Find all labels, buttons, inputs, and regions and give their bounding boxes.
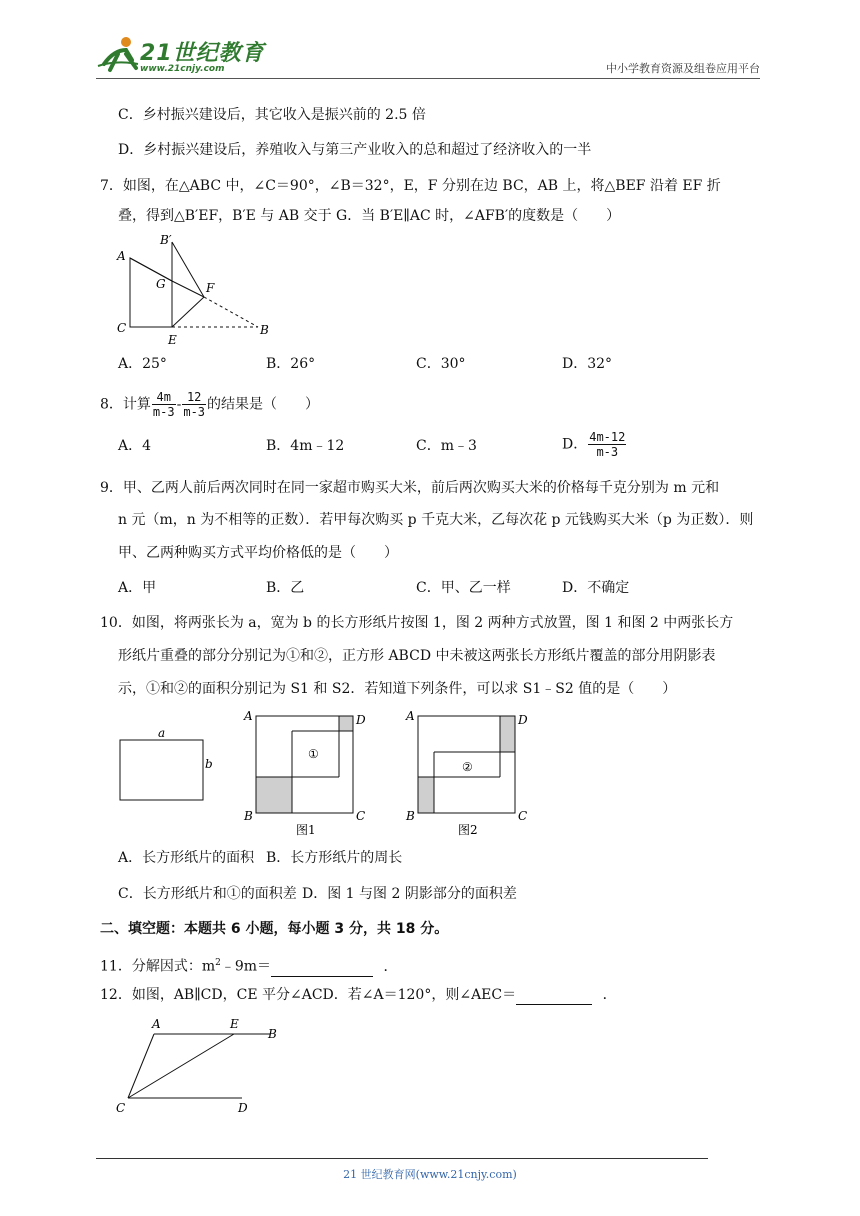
q8-frac2-num: 12: [182, 390, 206, 405]
q10-figures: [110, 706, 540, 840]
q7-option-a: A．25°: [118, 356, 167, 372]
fig12-label-d: D: [238, 1101, 248, 1115]
footer-text: 21 世纪教育网(www.21cnjy.com): [343, 1168, 517, 1181]
q8-option-d-prefix: D．: [562, 436, 588, 453]
q11-answer-blank[interactable]: [271, 960, 373, 977]
q8-optd-den: m-3: [596, 445, 619, 459]
q8-fraction-2: [182, 390, 206, 419]
q11-end: ．: [383, 958, 398, 975]
segment-ac: [128, 1034, 154, 1098]
platform-name: 中小学教育资源及组卷应用平台: [606, 62, 760, 75]
fig1-label-c: C: [356, 809, 366, 823]
triangle-acg: [130, 258, 172, 327]
fig1-caption: 图1: [296, 823, 316, 837]
fig1-label-d: D: [356, 713, 366, 727]
q9-option-b: B．乙: [266, 580, 305, 596]
q12-figure: [112, 1014, 292, 1118]
fig2-shade-right: [500, 716, 515, 752]
q10-line-1: 10．如图，将两张长为 a，宽为 b 的长方形纸片按图 1，图 2 两种方式放置，图 1 和图 2 中两张长方: [100, 615, 734, 631]
q12-answer-blank[interactable]: [516, 988, 592, 1005]
page-header: [96, 34, 760, 78]
q10-option-c: C．长方形纸片和①的面积差: [118, 886, 297, 902]
logo-url: www.21cnjy.com: [140, 64, 225, 74]
q8-frac1-num: 4m: [152, 390, 176, 405]
q7-line-1: 7．如图，在△ABC 中，∠C＝90°，∠B＝32°，E，F 分别在边 BC，AB 上，将△BEF 沿着 EF 折: [100, 178, 721, 194]
fig2-region-two: ②: [462, 760, 473, 774]
q7-line-2: 叠，得到△B′EF，B′E 与 AB 交于 G．当 B′E∥AC 时，∠AFB′的度数是（ ）: [118, 208, 621, 224]
section-2-heading: 二、填空题：本题共 6 小题，每小题 3 分，共 18 分。: [100, 921, 449, 937]
label-f: F: [206, 281, 215, 295]
q12-end: ．: [602, 987, 617, 1003]
fig12-label-b: B: [268, 1027, 277, 1041]
fig2-label-a: A: [406, 709, 415, 723]
q6-option-d: D．乡村振兴建设后，养殖收入与第三产业收入的总和超过了经济收入的一半: [118, 142, 592, 158]
q7-option-d: D．32°: [562, 356, 613, 372]
q8-stem: 8．计算 $\frac{4m}{m-3}$ - $\frac{12}{m-3}$ 的结果是（ ）: [100, 390, 320, 419]
label-b-side: b: [205, 757, 213, 771]
q11-stem: [100, 953, 397, 977]
q11-superscript: 2: [215, 958, 221, 968]
q11-suffix: ﹣9m＝: [220, 958, 272, 975]
q10-line-2: 形纸片重叠的部分分别记为①和②，正方形 ABCD 中未被这两张长方形纸片覆盖的部分用阴影表: [118, 648, 716, 664]
q8-option-a: A．4: [118, 438, 152, 454]
q6-option-c: C．乡村振兴建设后，其它收入是振兴前的 2.5 倍: [118, 107, 426, 123]
fig1-label-a: A: [244, 709, 253, 723]
q12-stem: [100, 985, 617, 1005]
q8-option-d: [562, 430, 627, 459]
q8-prefix: 8．计算: [100, 396, 151, 413]
fig12-label-a: A: [152, 1017, 161, 1031]
q8-option-c: C．m﹣3: [416, 438, 477, 454]
q7-option-c: C．30°: [416, 356, 466, 372]
label-b: B: [260, 323, 269, 337]
fig2-label-b: B: [406, 809, 415, 823]
fig12-label-e: E: [230, 1017, 239, 1031]
fig1-shade-top: [339, 716, 353, 731]
dashed-fb: [204, 297, 258, 327]
header-divider: [96, 78, 760, 79]
q9-option-c: C．甲、乙一样: [416, 580, 511, 596]
segment-ef: [172, 297, 204, 327]
label-a: A: [117, 249, 126, 263]
q9-line-3: 甲、乙两种购买方式平均价格低的是（ ）: [118, 545, 398, 561]
q9-option-a: A．甲: [118, 580, 157, 596]
q9-line-2: n 元（m，n 为不相等的正数）．若甲每次购买 p 千克大米，乙每次花 p 元钱购买大米（p 为正数）．则: [118, 512, 754, 528]
q9-option-d: D．不确定: [562, 580, 630, 596]
q8-option-d-fraction: [588, 430, 626, 459]
rectangle-ab: [120, 740, 203, 800]
q10-option-b: B．长方形纸片的周长: [266, 850, 403, 866]
site-logo: [96, 34, 266, 78]
label-b-prime: B′: [160, 233, 172, 247]
q10-option-a: A．长方形纸片的面积: [118, 850, 255, 866]
label-e: E: [168, 333, 177, 347]
q8-frac1-den: m-3: [152, 405, 175, 419]
segment-ag: [130, 258, 172, 281]
runner-logo-icon: [96, 34, 140, 74]
q10-line-3: 示，①和②的面积分别记为 S1 和 S2．若知道下列条件，可以求 S1﹣S2 值的是（ ）: [118, 681, 677, 697]
q8-suffix: 的结果是（ ）: [207, 396, 320, 413]
segment-ce: [128, 1034, 234, 1098]
q8-frac2-den: m-3: [183, 405, 206, 419]
label-c: C: [117, 321, 127, 335]
q10-option-d: D．图 1 与图 2 阴影部分的面积差: [302, 886, 517, 902]
q8-fraction-1: [152, 390, 176, 419]
q9-line-1: 9．甲、乙两人前后两次同时在同一家超市购买大米，前后两次购买大米的价格每千克分别为 m 元和: [100, 480, 720, 496]
q7-figure: [112, 228, 282, 348]
footer-divider: [96, 1158, 708, 1159]
q8-optd-num: 4m-12: [589, 430, 626, 444]
logo-text: 21世纪教育: [140, 41, 265, 66]
fig2-label-d: D: [518, 713, 528, 727]
fig12-label-c: C: [116, 1101, 126, 1115]
label-a-side: a: [158, 726, 166, 740]
q7-option-b: B．26°: [266, 356, 316, 372]
fig1-region-one: ①: [308, 747, 319, 761]
fig1-label-b: B: [244, 809, 253, 823]
q12-text: 12．如图，AB∥CD，CE 平分∠ACD．若∠A＝120°，则∠AEC＝: [100, 987, 517, 1003]
fig2-label-c: C: [518, 809, 528, 823]
label-g: G: [156, 277, 166, 291]
fig1-shade-bottom: [256, 777, 292, 813]
q8-option-b: B．4m﹣12: [266, 438, 345, 454]
fig2-caption: 图2: [458, 823, 478, 837]
q11-prefix: 11．分解因式：m: [100, 958, 216, 975]
fig2-shade-left: [418, 777, 434, 813]
